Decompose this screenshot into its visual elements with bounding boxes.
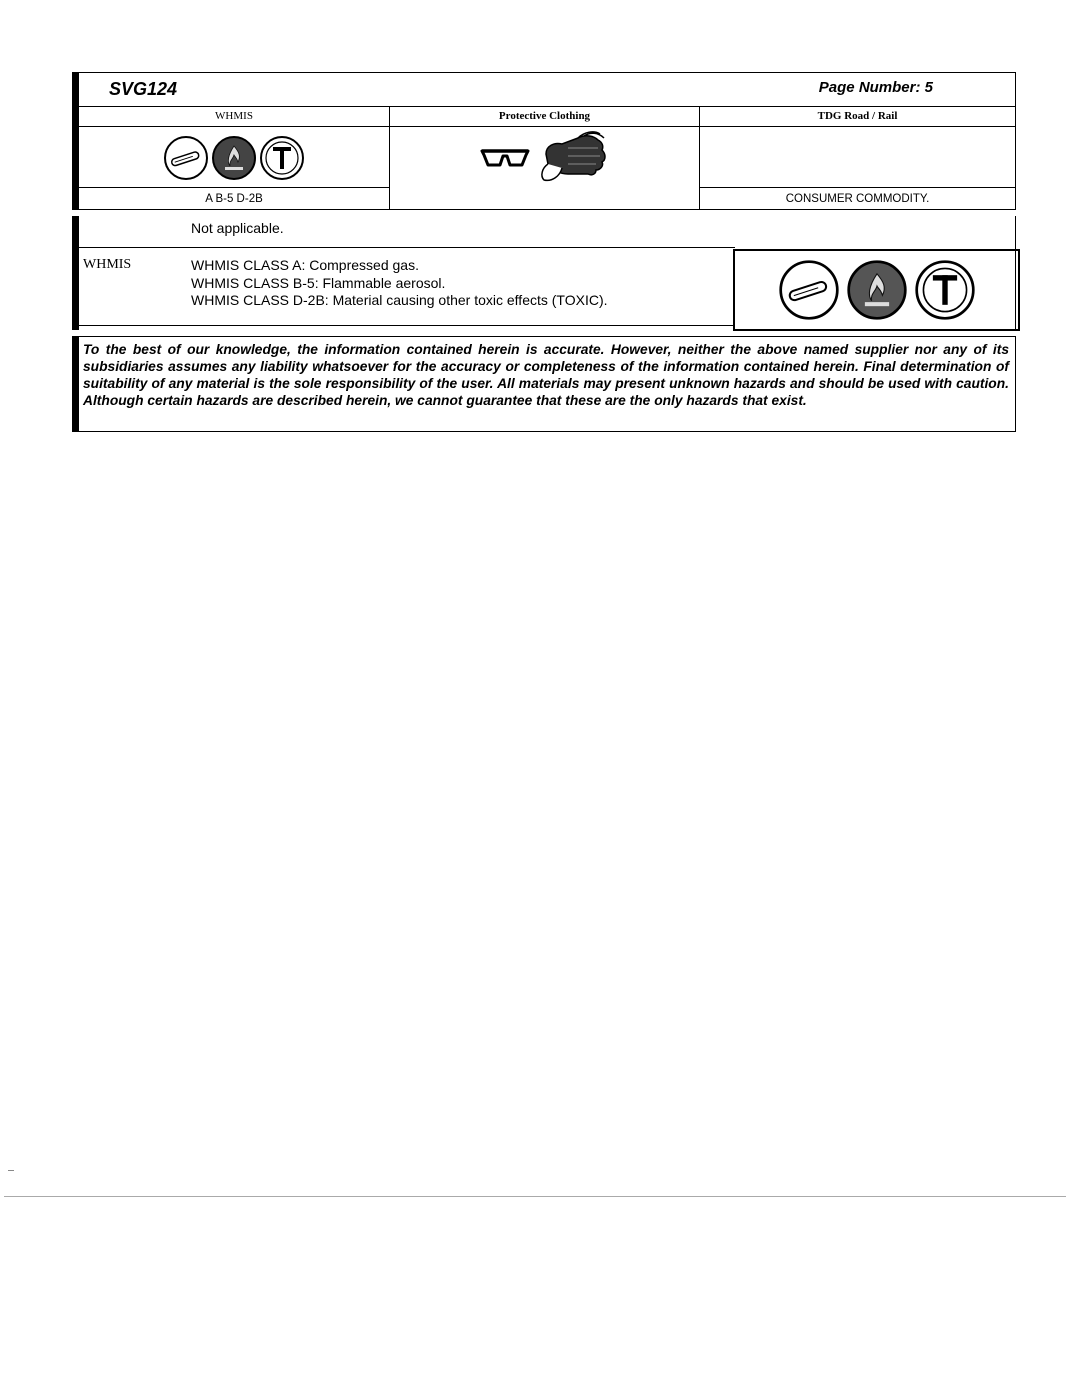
header-columns: [79, 106, 1015, 209]
whmis-class-list: [191, 257, 608, 310]
tdg-value: CONSUMER COMMODITY.: [700, 187, 1015, 209]
msds-header-table: [72, 72, 1016, 210]
document-id: SVG124: [109, 79, 178, 99]
compressed-gas-icon: [163, 135, 209, 181]
page-number: Page Number: 5: [818, 79, 933, 96]
whmis-column-heading: WHMIS: [79, 106, 389, 127]
title-bar: [79, 73, 1015, 107]
tdg-column: [700, 106, 1015, 209]
whmis-large-icons: [733, 249, 1020, 331]
not-applicable-text: Not applicable.: [191, 220, 284, 236]
whmis-column: [79, 106, 390, 209]
whmis-section-label: WHMIS: [83, 257, 132, 272]
protective-clothing-heading: Protective Clothing: [390, 106, 699, 127]
compressed-gas-icon: [778, 259, 840, 321]
toxic-t-icon: [914, 259, 976, 321]
ppe-icons: [390, 126, 699, 190]
safety-glasses-icon: [480, 147, 530, 169]
tdg-column-heading: TDG Road / Rail: [700, 106, 1015, 127]
section-divider: [79, 325, 735, 326]
scan-mark: [8, 1170, 14, 1171]
flammable-icon: [846, 259, 908, 321]
whmis-codes: A B-5 D-2B: [79, 187, 389, 209]
scan-line: [4, 1196, 1066, 1197]
disclaimer-box: [72, 336, 1016, 432]
whmis-class-line: WHMIS CLASS A: Compressed gas.: [191, 257, 419, 273]
gloves-icon: [538, 128, 610, 188]
protective-clothing-column: [390, 106, 700, 209]
section-divider: [79, 247, 735, 248]
whmis-class-line: WHMIS CLASS D-2B: Material causing other toxic effects (TOXIC).: [191, 292, 608, 308]
toxic-t-icon: [259, 135, 305, 181]
disclaimer-text: To the best of our knowledge, the information contained herein is accurate. However, neither the above named supplier nor any of its subsidiaries assumes any liability whatsoever for the accuracy or completeness of the information contained herein. Final determination of suitability of any material is the sole responsibility of the user. All materials may present unknown hazards and should be used with caution. Although certain hazards are described herein, we cannot guarantee that these are the only hazards that exist.: [83, 342, 1009, 408]
whmis-class-line: WHMIS CLASS B-5: Flammable aerosol.: [191, 274, 446, 291]
whmis-small-icons: [79, 130, 389, 186]
flammable-icon: [211, 135, 257, 181]
